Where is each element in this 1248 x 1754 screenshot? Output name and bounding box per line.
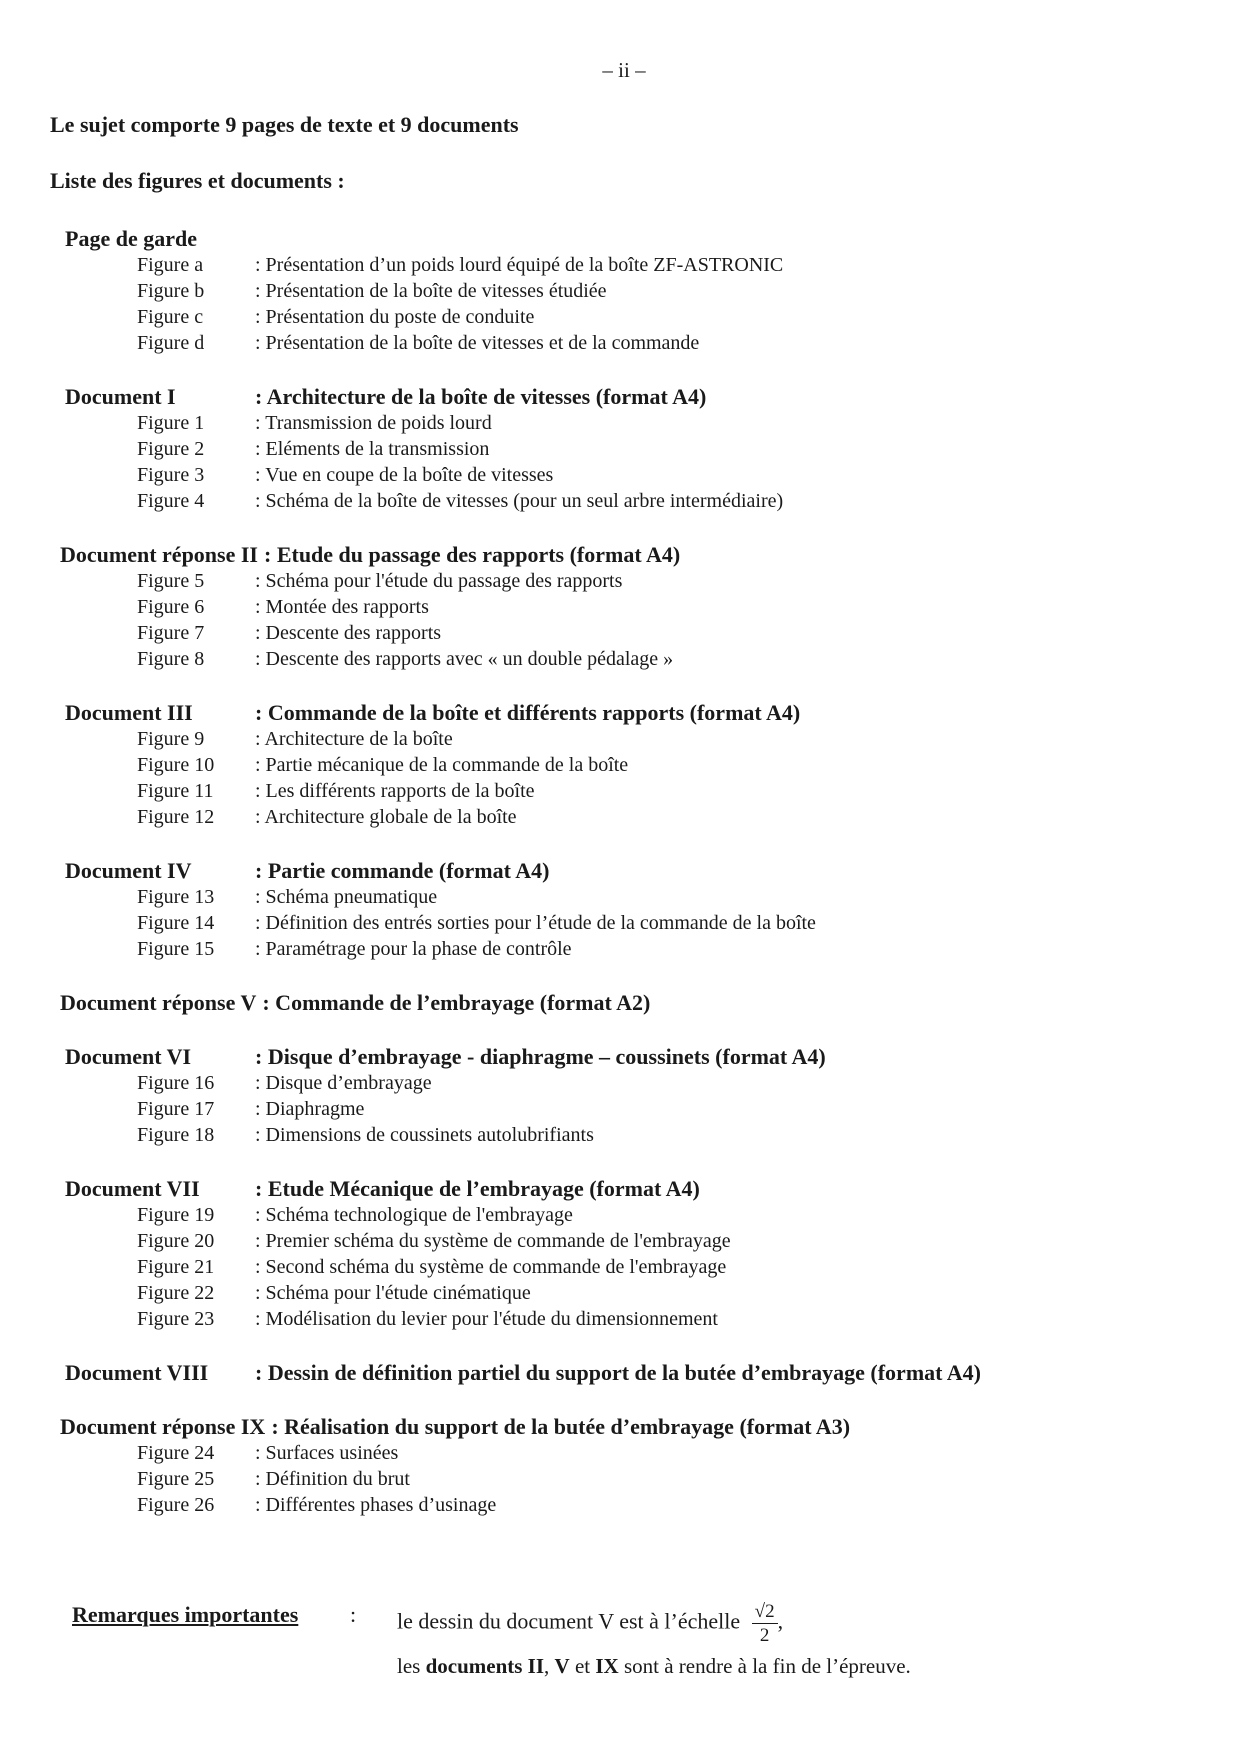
figure-row <box>0 570 1248 596</box>
section-label: Page de garde <box>65 226 197 251</box>
scale-text: le dessin du document V est à l’échelle <box>397 1608 741 1634</box>
section-description: : Disque d’embrayage - diaphragme – coussinets (format A4) <box>255 1044 826 1069</box>
fraction-numerator: √2 <box>752 1602 778 1624</box>
scale-fraction <box>752 1602 778 1645</box>
figure-label: Figure 21 <box>137 1256 215 1278</box>
figure-description: : Descente des rapports <box>255 622 442 644</box>
figure-row <box>0 938 1248 964</box>
list-heading: Liste des figures et documents : <box>50 168 345 193</box>
figure-description: : Descente des rapports avec « un double pédalage » <box>255 648 674 670</box>
figure-label: Figure 16 <box>137 1072 215 1094</box>
figure-description: : Différentes phases d’usinage <box>255 1494 497 1516</box>
figure-description: : Second schéma du système de commande de l'embrayage <box>255 1256 727 1278</box>
figure-label: Figure 19 <box>137 1204 215 1226</box>
figure-label: Figure 23 <box>137 1308 215 1330</box>
figure-row <box>0 886 1248 912</box>
section-description: : Commande de la boîte et différents rapports (format A4) <box>255 700 801 725</box>
section-title <box>0 1044 1248 1072</box>
figure-description: : Présentation d’un poids lourd équipé de la boîte ZF-ASTRONIC <box>255 254 784 276</box>
figure-label: Figure 5 <box>137 570 205 592</box>
figure-row <box>0 596 1248 622</box>
section-description: : Architecture de la boîte de vitesses (format A4) <box>255 384 707 409</box>
section-title <box>0 1414 1248 1442</box>
section-label: Document IV <box>65 858 192 883</box>
subject-summary: Le sujet comporte 9 pages de texte et 9 documents <box>50 112 519 137</box>
section-label: Document I <box>65 384 176 409</box>
figure-label: Figure 6 <box>137 596 205 618</box>
figure-label: Figure 18 <box>137 1124 215 1146</box>
section-description: : Partie commande (format A4) <box>255 858 550 883</box>
document-section <box>0 1414 1248 1520</box>
figure-label: Figure b <box>137 280 205 302</box>
figure-row <box>0 280 1248 306</box>
section-title <box>0 1176 1248 1204</box>
figure-row <box>0 912 1248 938</box>
figure-row <box>0 1256 1248 1282</box>
return-text-a: les <box>397 1654 426 1678</box>
section-label: Document réponse IX <box>60 1414 266 1439</box>
figure-description: : Schéma pour l'étude du passage des rapports <box>255 570 623 592</box>
figure-row <box>0 806 1248 832</box>
figure-label: Figure 1 <box>137 412 205 434</box>
figure-row <box>0 1124 1248 1150</box>
section-description: : Dessin de définition partiel du support de la butée d’embrayage (format A4) <box>255 1360 981 1385</box>
figure-description: : Disque d’embrayage <box>255 1072 432 1094</box>
section-title <box>0 858 1248 886</box>
remarks-label: Remarques importantes <box>72 1602 299 1627</box>
section-description: : Etude Mécanique de l’embrayage (format A4) <box>255 1176 700 1201</box>
figure-row <box>0 1468 1248 1494</box>
section-description: : Commande de l’embrayage (format A2) <box>262 990 651 1015</box>
section-title <box>0 542 1248 570</box>
document-section <box>0 1176 1248 1334</box>
figure-description: : Surfaces usinées <box>255 1442 399 1464</box>
figure-label: Figure 8 <box>137 648 205 670</box>
document-section <box>0 542 1248 674</box>
figure-description: : Vue en coupe de la boîte de vitesses <box>255 464 554 486</box>
remarks-colon: : <box>350 1602 357 1627</box>
document-section <box>0 700 1248 832</box>
figure-description: : Présentation de la boîte de vitesses étudiée <box>255 280 607 302</box>
section-title <box>0 990 1248 1018</box>
figure-row <box>0 1282 1248 1308</box>
figure-description: : Transmission de poids lourd <box>255 412 492 434</box>
figure-row <box>0 1494 1248 1520</box>
figure-label: Figure 2 <box>137 438 205 460</box>
section-label: Document III <box>65 700 193 725</box>
section-title <box>0 226 1248 254</box>
return-text-e: et <box>569 1654 596 1678</box>
section-label: Document VIII <box>65 1360 209 1385</box>
figure-description: : Eléments de la transmission <box>255 438 490 460</box>
figure-label: Figure 10 <box>137 754 215 776</box>
figure-description: : Les différents rapports de la boîte <box>255 780 535 802</box>
figure-description: : Définition des entrés sorties pour l’étude de la commande de la boîte <box>255 912 816 934</box>
section-title <box>0 700 1248 728</box>
figure-description: : Schéma de la boîte de vitesses (pour un seul arbre intermédiaire) <box>255 490 784 512</box>
figure-label: Figure 9 <box>137 728 205 750</box>
return-doc-v: V <box>554 1654 570 1678</box>
figure-row <box>0 648 1248 674</box>
figure-row <box>0 780 1248 806</box>
figure-description: : Schéma pneumatique <box>255 886 438 908</box>
document-section <box>0 384 1248 516</box>
figure-label: Figure 26 <box>137 1494 215 1516</box>
figure-description: : Définition du brut <box>255 1468 410 1490</box>
figure-row <box>0 1204 1248 1230</box>
figure-label: Figure d <box>137 332 205 354</box>
figure-label: Figure 11 <box>137 780 214 802</box>
fraction-denominator: 2 <box>759 1625 770 1646</box>
section-label: Document réponse V <box>60 990 257 1015</box>
figure-label: Figure 25 <box>137 1468 215 1490</box>
remarks-scale-line <box>397 1602 783 1645</box>
figure-description: : Schéma technologique de l'embrayage <box>255 1204 573 1226</box>
section-label: Document VII <box>65 1176 200 1201</box>
figure-row <box>0 412 1248 438</box>
figure-row <box>0 332 1248 358</box>
section-description: : Etude du passage des rapports (format A4) <box>264 542 681 567</box>
figure-row <box>0 306 1248 332</box>
figure-label: Figure 12 <box>137 806 215 828</box>
section-label: Document réponse II <box>60 542 258 567</box>
figure-row <box>0 1308 1248 1334</box>
figure-row <box>0 1230 1248 1256</box>
figure-description: : Modélisation du levier pour l'étude du dimensionnement <box>255 1308 718 1330</box>
figure-row <box>0 754 1248 780</box>
figure-row <box>0 464 1248 490</box>
figure-description: : Paramétrage pour la phase de contrôle <box>255 938 572 960</box>
figure-label: Figure c <box>137 306 204 328</box>
figure-label: Figure 22 <box>137 1282 215 1304</box>
return-docs-ii: documents II <box>425 1654 545 1678</box>
return-doc-ix: IX <box>595 1654 619 1678</box>
section-title <box>0 384 1248 412</box>
remarks-return-line <box>397 1654 911 1679</box>
section-label: Document VI <box>65 1044 192 1069</box>
figure-description: : Dimensions de coussinets autolubrifiants <box>255 1124 594 1146</box>
page-number: – ii – <box>602 58 646 82</box>
section-description: : Réalisation du support de la butée d’embrayage (format A3) <box>271 1414 851 1439</box>
figure-row <box>0 1072 1248 1098</box>
figure-description: : Présentation de la boîte de vitesses et de la commande <box>255 332 700 354</box>
figure-label: Figure 4 <box>137 490 205 512</box>
figure-row <box>0 728 1248 754</box>
figure-label: Figure 14 <box>137 912 215 934</box>
return-text-c: , <box>544 1654 555 1678</box>
figure-row <box>0 254 1248 280</box>
figure-row <box>0 438 1248 464</box>
document-section <box>0 858 1248 964</box>
figure-label: Figure 3 <box>137 464 205 486</box>
figure-label: Figure 13 <box>137 886 215 908</box>
figure-label: Figure a <box>137 254 204 276</box>
document-section <box>0 990 1248 1018</box>
figure-description: : Présentation du poste de conduite <box>255 306 535 328</box>
figure-label: Figure 24 <box>137 1442 215 1464</box>
return-text-g: sont à rendre à la fin de l’épreuve. <box>618 1654 911 1678</box>
figure-row <box>0 1442 1248 1468</box>
scale-tail: , <box>777 1608 784 1634</box>
figure-label: Figure 20 <box>137 1230 215 1252</box>
figure-description: : Schéma pour l'étude cinématique <box>255 1282 531 1304</box>
figure-row <box>0 490 1248 516</box>
figure-label: Figure 15 <box>137 938 215 960</box>
figure-row <box>0 622 1248 648</box>
figure-row <box>0 1098 1248 1124</box>
figure-description: : Partie mécanique de la commande de la boîte <box>255 754 629 776</box>
figure-description: : Architecture globale de la boîte <box>255 806 517 828</box>
figure-description: : Premier schéma du système de commande de l'embrayage <box>255 1230 731 1252</box>
figure-label: Figure 7 <box>137 622 205 644</box>
document-section <box>0 226 1248 358</box>
document-section <box>0 1044 1248 1150</box>
figure-description: : Architecture de la boîte <box>255 728 453 750</box>
section-title <box>0 1360 1248 1388</box>
figure-description: : Diaphragme <box>255 1098 365 1120</box>
document-section <box>0 1360 1248 1388</box>
figure-label: Figure 17 <box>137 1098 215 1120</box>
figure-description: : Montée des rapports <box>255 596 429 618</box>
document-list <box>0 226 1248 1546</box>
